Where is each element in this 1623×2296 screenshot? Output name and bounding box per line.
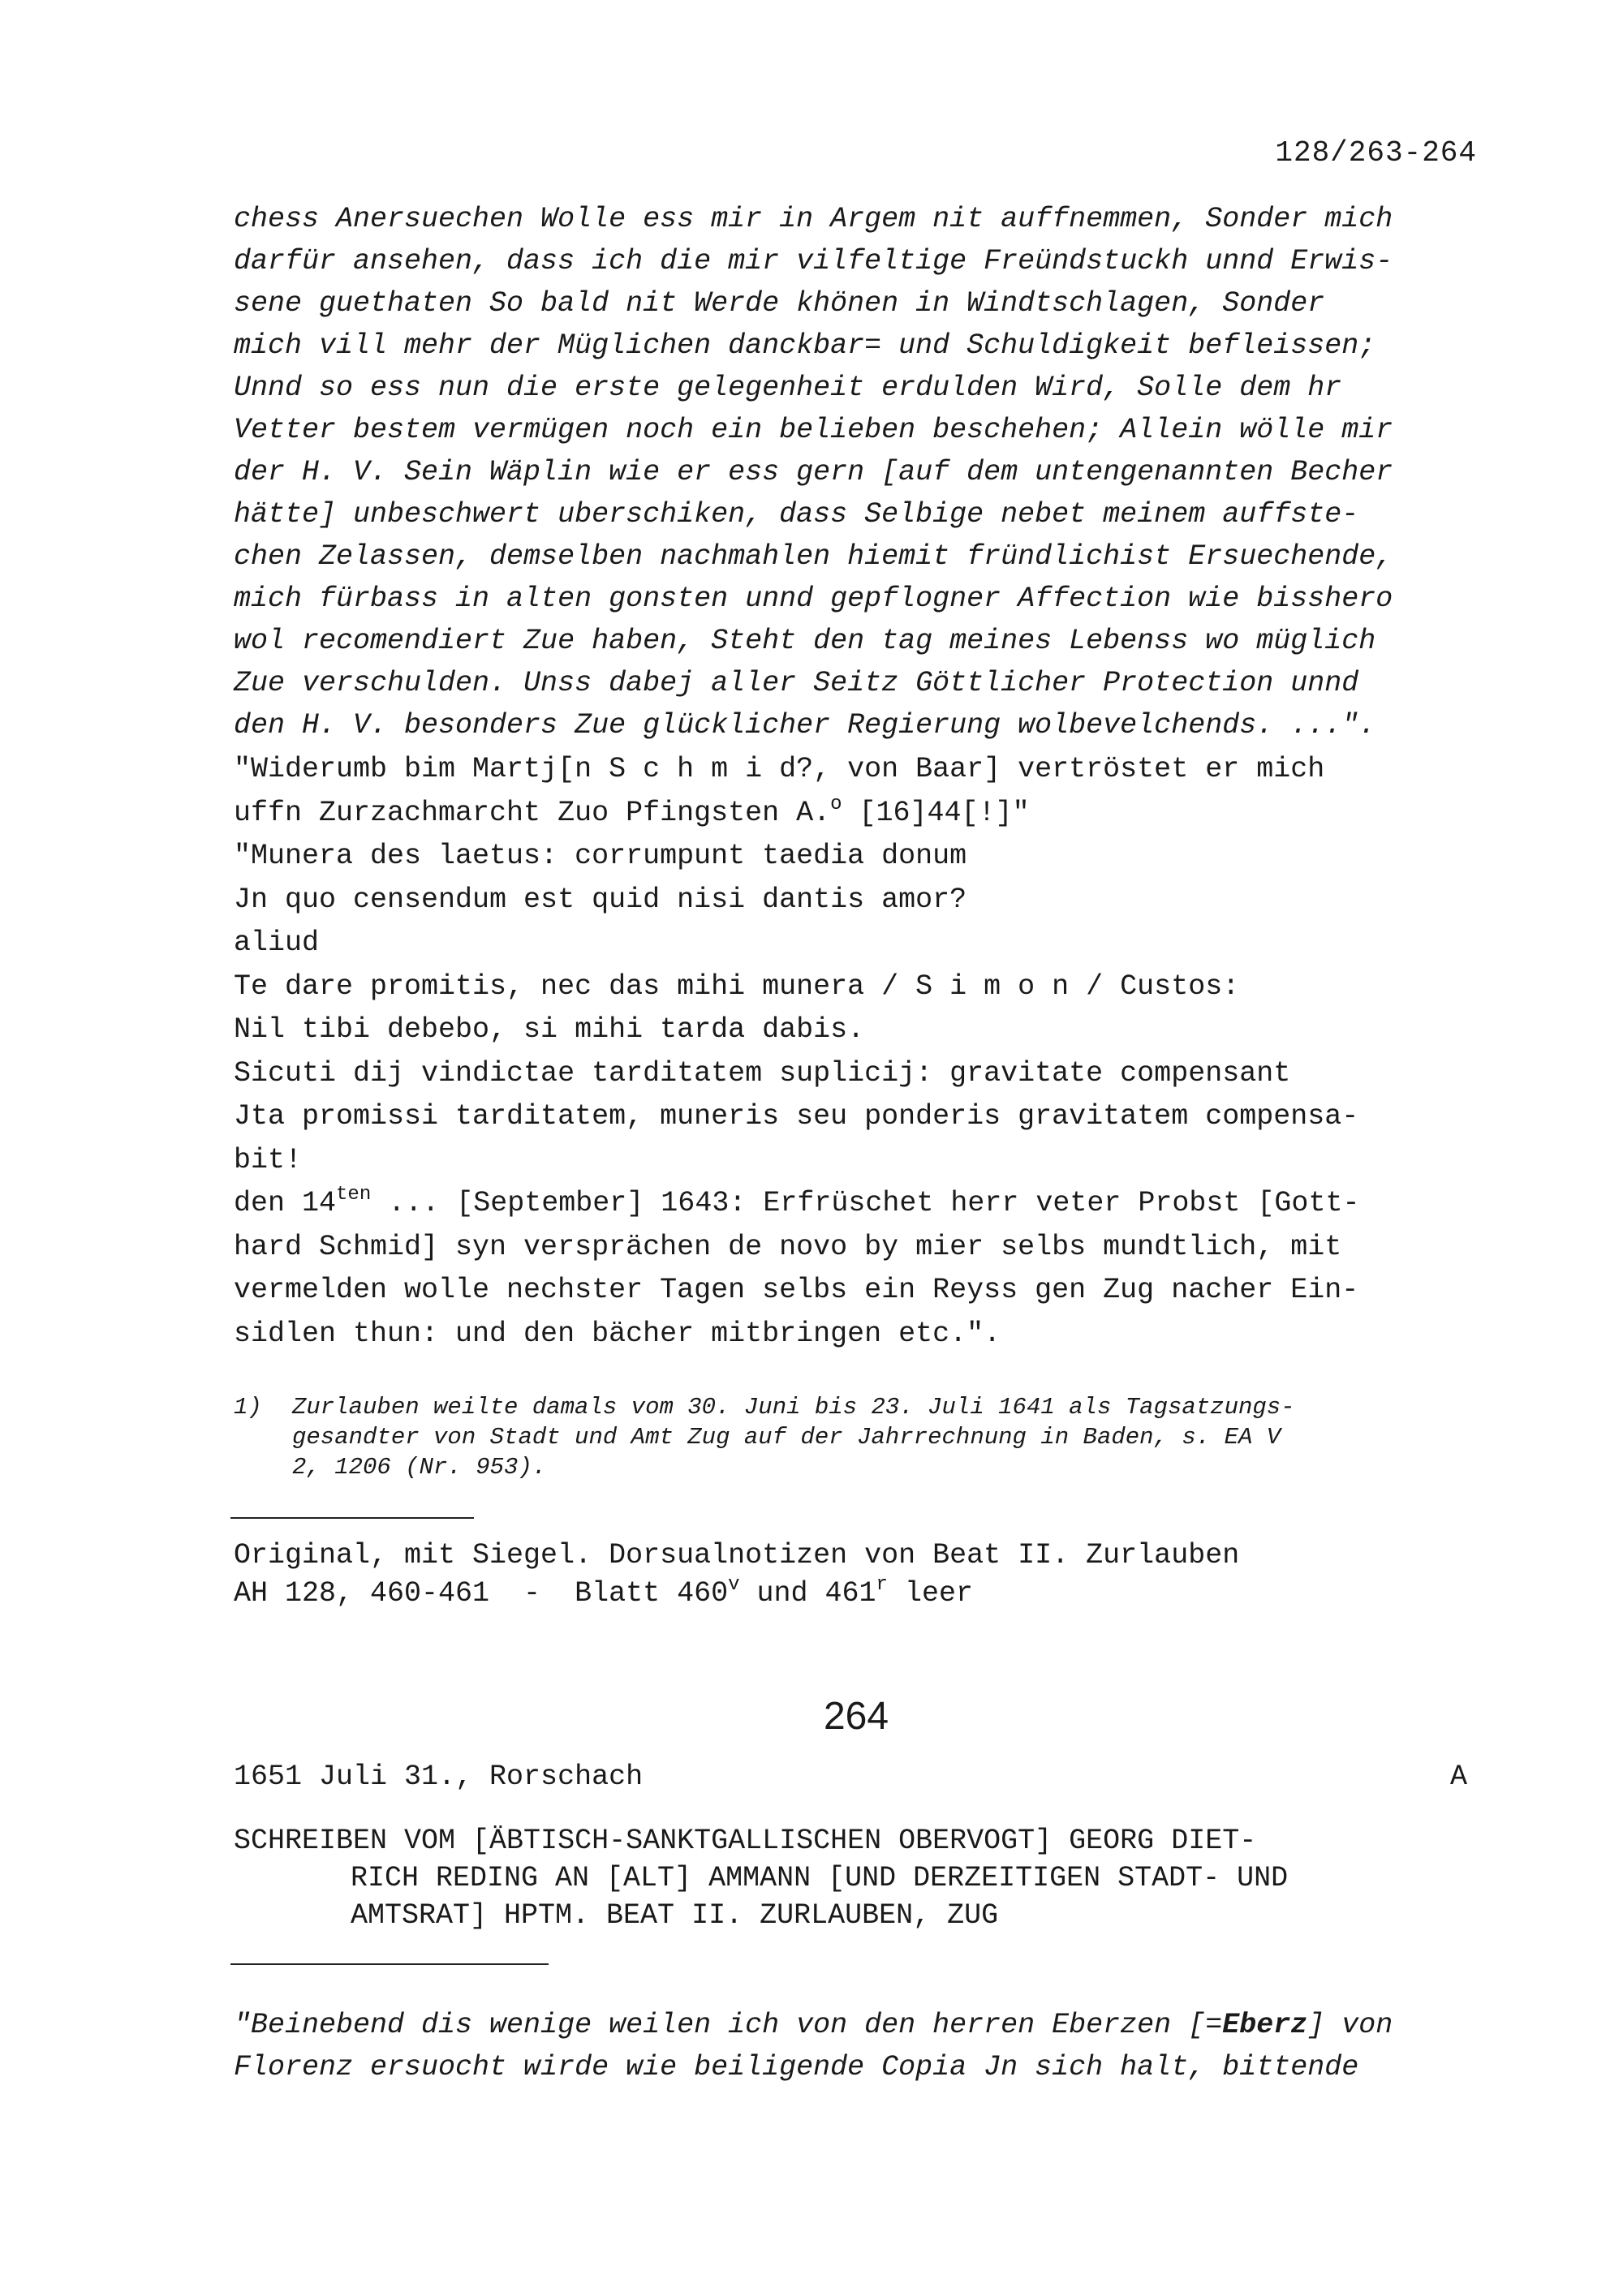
letter-line: chess Anersuechen Wolle ess mir in Argem nit auffnemmen, Sonder mich bbox=[234, 203, 1393, 235]
original-note-line: AH 128, 460-461 - Blatt 460$^v$ und 461$^r$ leer bbox=[234, 1574, 973, 1610]
divider-rule bbox=[230, 1517, 474, 1519]
quote-line: "Beinebend dis wenige weilen ich von den herren Eberzen [=Eberz] von bbox=[234, 2009, 1393, 2041]
notes-line: uffn Zurzachmarcht Zuo Pfingsten A.$^o$ [16]44[!]" bbox=[234, 793, 1030, 829]
quote-block bbox=[234, 2004, 1483, 2088]
divider-rule bbox=[230, 1963, 549, 1965]
notes-line: Sicuti dij vindictae tarditatem suplicij: gravitate compensant bbox=[234, 1056, 1291, 1090]
footnote-number: 1) bbox=[234, 1394, 262, 1421]
letter-line: sene guethaten So bald nit Werde khönen in Windtschlagen, Sonder bbox=[234, 287, 1325, 320]
notes-line: "Munera des laetus: corrumpunt taedia donum bbox=[234, 840, 967, 872]
letter-text-block bbox=[234, 198, 1483, 746]
notes-text-block bbox=[234, 748, 1483, 1356]
document-title bbox=[234, 1822, 1500, 1934]
letter-line: chen Zelassen, demselben nachmahlen hiemit fründlichist Ersuechende, bbox=[234, 540, 1393, 573]
letter-line: mich fürbass in alten gonsten unnd gepflogner Affection wie bisshero bbox=[234, 583, 1393, 615]
original-note-line: Original, mit Siegel. Dorsualnotizen von Beat II. Zurlauben bbox=[234, 1539, 1240, 1572]
notes-line: bit! bbox=[234, 1143, 303, 1176]
original-note bbox=[234, 1537, 1239, 1613]
document-number: 264 bbox=[823, 1695, 889, 1738]
notes-line: aliud bbox=[234, 927, 320, 959]
notes-line: den $14^{ten}$ ... [September] 1643: Erfrüschet herr veter Probst [Gott- bbox=[234, 1184, 1360, 1219]
notes-line: hard Schmid] syn versprächen de novo by mier selbs mundtlich, mit bbox=[234, 1230, 1342, 1263]
letter-line: Zue verschulden. Unss dabej aller Seitz Göttlicher Protection unnd bbox=[234, 667, 1359, 699]
notes-line: vermelden wolle nechster Tagen selbs ein Reyss gen Zug nacher Ein- bbox=[234, 1274, 1359, 1306]
notes-line: Te dare promitis, nec das mihi munera / S i m o n / Custos: bbox=[234, 970, 1240, 1003]
letter-line: wol recomendiert Zue haben, Steht den tag meines Lebenss wo müglich bbox=[234, 625, 1376, 657]
notes-line: Nil tibi debebo, si mihi tarda dabis. bbox=[234, 1013, 865, 1046]
title-line: RICH REDING AN [ALT] AMMANN [UND DERZEITIGEN STADT- UND bbox=[351, 1862, 1289, 1894]
footnote bbox=[234, 1392, 1500, 1482]
letter-line: der H. V. Sein Wäplin wie er ess gern [auf dem untengenannten Becher bbox=[234, 456, 1393, 488]
letter-line: hätte] unbeschwert uberschiken, dass Selbige nebet meinem auffste- bbox=[234, 498, 1359, 531]
letter-line: darfür ansehen, dass ich die mir vilfeltige Freündstuckh unnd Erwis- bbox=[234, 245, 1393, 277]
page-reference: 128/263-264 bbox=[1275, 136, 1477, 170]
document-date-row bbox=[234, 1761, 1467, 1793]
quote-line: Florenz ersuocht wirde wie beiligende Copia Jn sich halt, bittende bbox=[234, 2051, 1359, 2083]
notes-line: sidlen thun: und den bächer mitbringen etc.". bbox=[234, 1317, 1001, 1350]
letter-line: Unnd so ess nun die erste gelegenheit erdulden Wird, Solle dem hr bbox=[234, 372, 1342, 404]
letter-line: den H. V. besonders Zue glücklicher Regierung wolbevelchends. ...". bbox=[234, 709, 1376, 742]
letter-line: mich vill mehr der Müglichen danckbar= und Schuldigkeit befleissen; bbox=[234, 329, 1376, 362]
title-line: AMTSRAT] HPTM. BEAT II. ZURLAUBEN, ZUG bbox=[351, 1899, 999, 1932]
date-place: 1651 Juli 31., Rorschach bbox=[234, 1761, 644, 1793]
footnote-text: Zurlauben weilte damals vom 30. Juni bis 23. Juli 1641 als Tagsatzungs- gesandter von Stadt und Amt Zug auf der Jahrrechnung in Baden, s. EA V 2, 1206 (Nr. 953). bbox=[292, 1394, 1295, 1481]
title-line: SCHREIBEN VOM [ÄBTISCH-SANKTGALLISCHEN OBERVOGT] GEORG DIET- bbox=[234, 1825, 1257, 1857]
notes-line: Jta promissi tarditatem, muneris seu ponderis gravitatem compensa- bbox=[234, 1100, 1359, 1133]
notes-line: "Widerumb bim Martj[n S c h m i d?, von Baar] vertröstet er mich bbox=[234, 753, 1325, 785]
document-marker: A bbox=[1449, 1761, 1467, 1793]
letter-line: Vetter bestem vermügen noch ein belieben beschehen; Allein wölle mir bbox=[234, 414, 1393, 446]
notes-line: Jn quo censendum est quid nisi dantis amor? bbox=[234, 883, 967, 916]
